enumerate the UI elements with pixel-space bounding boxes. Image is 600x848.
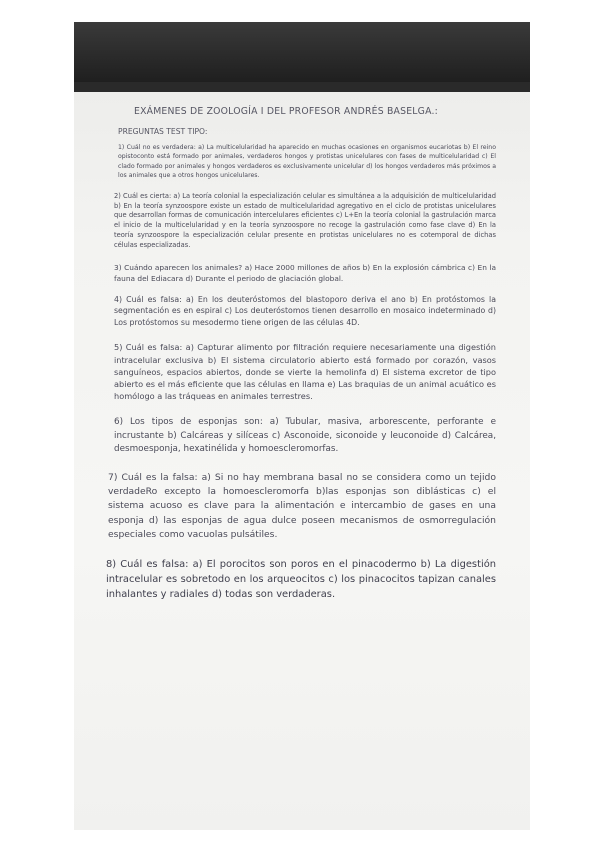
- dark-top-band: [74, 22, 530, 82]
- question-3: 3) Cuándo aparecen los animales? a) Hace 2000 millones de años b) En la explosión cámbrica c) En la fauna del Ediacara d) Durante el periodo de glaciación global.: [114, 263, 496, 283]
- document-title: EXÁMENES DE ZOOLOGÍA I DEL PROFESOR ANDRÉS BASELGA.:: [134, 106, 438, 117]
- question-7: 7) Cuál es la falsa: a) Si no hay membrana basal no se considera como un tejido verdadeRo excepto la homoescleromorfa b)las esponjas son diblásticas c) el sistema acuoso es clave para la alimentación e intercambio de gases en una esponja d) las esponjas de agua dulce poseen mecanismos de osmorregulación especiales como vacuolas pulsátiles.: [108, 472, 496, 540]
- document-subtitle: PREGUNTAS TEST TIPO:: [118, 127, 208, 136]
- question-1: 1) Cuál no es verdadera: a) La multicelularidad ha aparecido en muchas ocasiones en organismos eucariotas b) El reino opistoconto está formado por animales, verdaderos hongos y protistas unicelulares con fases de multicelularidad c) El clado formado por animales y hongos verdaderos es exclusivamente unicelular d) los hongos verdaderos más próximos a los animales que a otros hongos unicelulares.: [118, 144, 496, 180]
- document-content: [104, 106, 496, 613]
- question-6: 6) Los tipos de esponjas son: a) Tubular, masiva, arborescente, perforante e incrustante b) Calcáreas y silíceas c) Asconoide, siconoide y leuconoide d) Calcárea, desmoesponja, hexatinélida y homoescleromorfas.: [114, 417, 496, 454]
- question-4: 4) Cuál es falsa: a) En los deuteróstomos del blastoporo deriva el ano b) En protóstomos la segmentación es en espiral c) Los deuteróstomos tienen desarrollo en mosaico indeterminado d) Los protóstomos su mesodermo tiene origen de las células 4D.: [114, 294, 496, 327]
- question-5: 5) Cuál es falsa: a) Capturar alimento por filtración requiere necesariamente una digestión intracelular exclusiva b) El sistema circulatorio abierto está formado por corazón, vasos sanguíneos, espacios abiertos, donde se vierte la hemolinfa d) El sistema excretor de tipo abierto es el más eficiente que las células en llama e) Las braquias de un animal acuático es homólogo a las tráqueas en animales terrestres.: [114, 342, 496, 402]
- question-8: 8) Cuál es falsa: a) El porocitos son poros en el pinacodermo b) La digestión intracelular es sobretodo en los arqueocitos c) los pinacocitos tapizan canales inhalantes y radiales d) todas son verdaderas.: [106, 559, 496, 601]
- question-2: 2) Cuál es cierta: a) La teoría colonial la especialización celular es simultánea a la adquisición de multicelularidad b) En la teoría synzoospore existe un estado de multicelularidad agregativo en el ciclo de protistas unicelulares que desarrollan formas de comunicación intercelulares eficientes c) L+En la teoría colonial la gastrulación marca el inicio de la multicelularidad y en la teoría synzoospore no recoge la gastrulación como fase clave d) En la teoría synzoospore la especialización celular presente en protistas unicelulares no es cotemporal de dichas células especializadas.: [114, 191, 496, 250]
- document-photo: [74, 22, 530, 830]
